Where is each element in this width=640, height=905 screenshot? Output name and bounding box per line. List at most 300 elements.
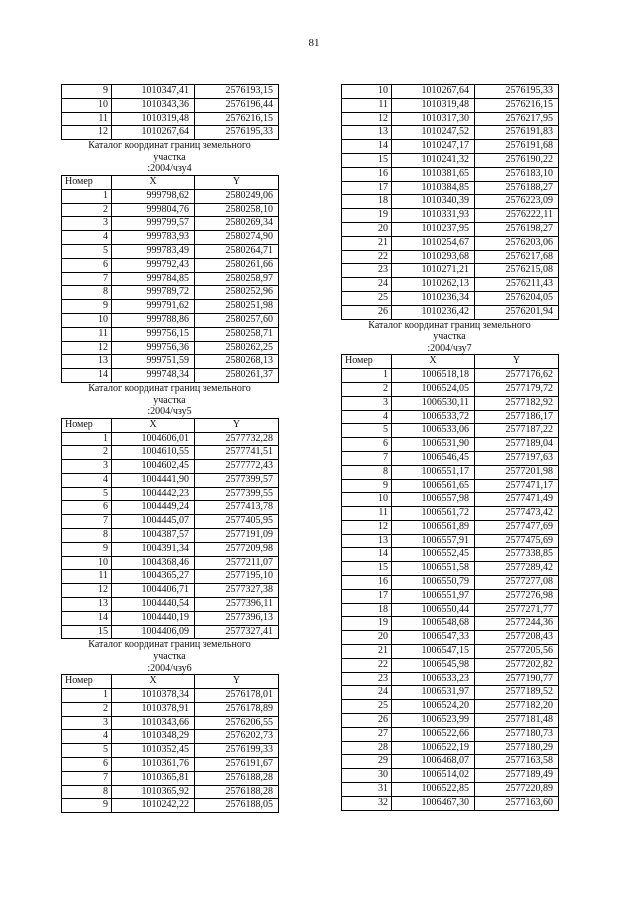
point-number-cell: 17 [342, 181, 392, 195]
y-coordinate-cell: 2577405,95 [195, 515, 279, 529]
table-row [62, 584, 279, 598]
x-coordinate-cell: 1010247,17 [392, 140, 475, 154]
table-row [62, 327, 279, 341]
point-number-cell: 24 [342, 278, 392, 292]
y-coordinate-cell: 2577396,11 [195, 598, 279, 612]
y-coordinate-cell: 2580262,25 [195, 341, 279, 355]
table-row [62, 785, 279, 799]
y-coordinate-cell: 2576206,55 [195, 716, 279, 730]
x-coordinate-cell: 1006524,20 [392, 700, 475, 714]
y-coordinate-cell: 2577201,98 [475, 465, 559, 479]
x-coordinate-cell: 1006531,90 [392, 438, 475, 452]
y-coordinate-cell: 2580249,06 [195, 189, 279, 203]
table-row [62, 432, 279, 446]
table-row [62, 529, 279, 543]
y-coordinate-cell: 2576193,15 [195, 85, 279, 99]
table-row [342, 305, 559, 319]
catalog-caption-line: :2004/чзу4 [147, 163, 192, 175]
y-coordinate-cell: 2577191,09 [195, 529, 279, 543]
y-coordinate-cell: 2577180,29 [475, 741, 559, 755]
x-coordinate-cell: 1010365,81 [112, 771, 195, 785]
point-number-cell: 7 [62, 771, 112, 785]
x-coordinate-cell: 1010262,13 [392, 278, 475, 292]
y-coordinate-cell: 2577189,49 [475, 769, 559, 783]
table-row [62, 771, 279, 785]
y-coordinate-cell: 2577202,82 [475, 658, 559, 672]
y-coordinate-cell: 2577471,17 [475, 479, 559, 493]
y-coordinate-cell: 2577327,41 [195, 625, 279, 639]
point-number-cell: 15 [62, 625, 112, 639]
point-number-cell: 13 [62, 598, 112, 612]
table-row [62, 716, 279, 730]
x-coordinate-cell: 1010331,93 [392, 209, 475, 223]
table-row [342, 645, 559, 659]
x-coordinate-cell: 1004368,46 [112, 556, 195, 570]
y-coordinate-cell: 2577475,69 [475, 534, 559, 548]
x-coordinate-cell: 1010343,66 [112, 716, 195, 730]
table-row [342, 126, 559, 140]
y-coordinate-cell: 2577179,72 [475, 382, 559, 396]
table-row [62, 126, 279, 140]
x-coordinate-cell: 999792,43 [112, 258, 195, 272]
table-row [62, 598, 279, 612]
y-coordinate-cell: 2580261,37 [195, 369, 279, 383]
point-number-cell: 8 [342, 465, 392, 479]
point-number-cell: 11 [62, 327, 112, 341]
x-coordinate-cell: 999784,85 [112, 272, 195, 286]
coordinates-table [61, 175, 279, 383]
y-coordinate-cell: 2576203,06 [475, 236, 559, 250]
table-row [342, 562, 559, 576]
point-number-cell: 18 [342, 603, 392, 617]
table-row [342, 769, 559, 783]
coordinates-table [61, 84, 279, 140]
coordinates-table [61, 418, 279, 640]
y-coordinate-cell: 2576198,27 [475, 222, 559, 236]
table-row [342, 534, 559, 548]
point-number-cell: 13 [62, 355, 112, 369]
x-coordinate-cell: 1004365,27 [112, 570, 195, 584]
point-number-cell: 2 [342, 382, 392, 396]
x-coordinate-cell: 1004449,24 [112, 501, 195, 515]
y-coordinate-cell: 2576188,28 [195, 785, 279, 799]
table-row [62, 98, 279, 112]
x-coordinate-cell: 1006545,98 [392, 658, 475, 672]
x-coordinate-cell: 1006467,30 [392, 796, 475, 810]
point-number-cell: 14 [342, 140, 392, 154]
catalog-caption [61, 383, 278, 418]
x-coordinate-cell: 1006561,72 [392, 507, 475, 521]
y-coordinate-cell: 2577197,63 [475, 451, 559, 465]
table-row [342, 153, 559, 167]
y-coordinate-cell: 2576201,94 [475, 305, 559, 319]
x-coordinate-cell: 1004442,23 [112, 487, 195, 501]
x-coordinate-cell: 1004602,45 [112, 460, 195, 474]
table-row [62, 702, 279, 716]
x-coordinate-cell: 1006552,45 [392, 548, 475, 562]
table-row [342, 291, 559, 305]
x-coordinate-cell: 1006533,06 [392, 424, 475, 438]
y-coordinate-cell: 2576188,05 [195, 799, 279, 813]
point-number-cell: 14 [342, 548, 392, 562]
point-number-cell: 11 [62, 112, 112, 126]
y-coordinate-cell: 2577327,38 [195, 584, 279, 598]
y-coordinate-cell: 2580258,71 [195, 327, 279, 341]
point-number-cell: 28 [342, 741, 392, 755]
x-coordinate-cell: 1010381,65 [392, 167, 475, 181]
y-coordinate-cell: 2577187,22 [475, 424, 559, 438]
table-row [62, 570, 279, 584]
point-number-cell: 6 [62, 758, 112, 772]
point-number-cell: 9 [62, 799, 112, 813]
table-row [342, 617, 559, 631]
x-coordinate-cell: 1006546,45 [392, 451, 475, 465]
table-row [342, 209, 559, 223]
header-number: Номер [62, 175, 112, 189]
table-row [342, 424, 559, 438]
y-coordinate-cell: 2577209,98 [195, 542, 279, 556]
header-x: X [392, 355, 475, 369]
y-coordinate-cell: 2577163,60 [475, 796, 559, 810]
table-row [62, 286, 279, 300]
point-number-cell: 10 [62, 98, 112, 112]
point-number-cell: 9 [62, 85, 112, 99]
x-coordinate-cell: 1006550,44 [392, 603, 475, 617]
table-row [342, 796, 559, 810]
point-number-cell: 4 [62, 730, 112, 744]
point-number-cell: 8 [62, 785, 112, 799]
x-coordinate-cell: 1010361,76 [112, 758, 195, 772]
x-coordinate-cell: 999783,93 [112, 231, 195, 245]
x-coordinate-cell: 1010267,64 [392, 85, 475, 99]
table-row [342, 264, 559, 278]
y-coordinate-cell: 2577190,77 [475, 672, 559, 686]
y-coordinate-cell: 2577182,92 [475, 396, 559, 410]
x-coordinate-cell: 1006522,19 [392, 741, 475, 755]
point-number-cell: 8 [62, 286, 112, 300]
y-coordinate-cell: 2580251,98 [195, 300, 279, 314]
x-coordinate-cell: 1010242,22 [112, 799, 195, 813]
x-coordinate-cell: 1006530,11 [392, 396, 475, 410]
table-row [342, 85, 559, 99]
table-header-row [62, 418, 279, 432]
y-coordinate-cell: 2580257,60 [195, 313, 279, 327]
table-row [62, 300, 279, 314]
x-coordinate-cell: 1006531,97 [392, 686, 475, 700]
y-coordinate-cell: 2576202,73 [195, 730, 279, 744]
x-coordinate-cell: 1006561,89 [392, 520, 475, 534]
point-number-cell: 12 [62, 126, 112, 140]
y-coordinate-cell: 2577276,98 [475, 589, 559, 603]
x-coordinate-cell: 1006514,02 [392, 769, 475, 783]
table-row [342, 603, 559, 617]
point-number-cell: 9 [62, 542, 112, 556]
point-number-cell: 16 [342, 576, 392, 590]
header-number: Номер [62, 675, 112, 689]
table-row [342, 451, 559, 465]
point-number-cell: 1 [62, 432, 112, 446]
point-number-cell: 7 [342, 451, 392, 465]
x-coordinate-cell: 1010267,64 [112, 126, 195, 140]
x-coordinate-cell: 1006547,15 [392, 645, 475, 659]
y-coordinate-cell: 2576216,15 [195, 112, 279, 126]
y-coordinate-cell: 2576199,33 [195, 744, 279, 758]
y-coordinate-cell: 2577195,10 [195, 570, 279, 584]
y-coordinate-cell: 2580258,97 [195, 272, 279, 286]
header-number: Номер [62, 418, 112, 432]
x-coordinate-cell: 1010241,32 [392, 153, 475, 167]
y-coordinate-cell: 2576204,05 [475, 291, 559, 305]
x-coordinate-cell: 1006522,66 [392, 727, 475, 741]
table-row [342, 195, 559, 209]
table-row [342, 382, 559, 396]
y-coordinate-cell: 2577182,20 [475, 700, 559, 714]
point-number-cell: 27 [342, 727, 392, 741]
x-coordinate-cell: 1010254,67 [392, 236, 475, 250]
y-coordinate-cell: 2576217,95 [475, 112, 559, 126]
point-number-cell: 13 [342, 534, 392, 548]
y-coordinate-cell: 2577176,62 [475, 369, 559, 383]
x-coordinate-cell: 1004387,57 [112, 529, 195, 543]
table-row [342, 479, 559, 493]
x-coordinate-cell: 1006550,79 [392, 576, 475, 590]
table-row [342, 438, 559, 452]
x-coordinate-cell: 1004406,09 [112, 625, 195, 639]
table-row [342, 181, 559, 195]
x-coordinate-cell: 1006557,91 [392, 534, 475, 548]
table-row [62, 85, 279, 99]
table-row [62, 112, 279, 126]
table-row [342, 714, 559, 728]
table-row [342, 396, 559, 410]
y-coordinate-cell: 2577205,56 [475, 645, 559, 659]
table-row [342, 465, 559, 479]
table-row [342, 167, 559, 181]
x-coordinate-cell: 1010340,39 [392, 195, 475, 209]
table-row [342, 589, 559, 603]
table-row [62, 313, 279, 327]
catalog-caption-line: участка [153, 151, 186, 163]
x-coordinate-cell: 1010293,68 [392, 250, 475, 264]
y-coordinate-cell: 2576178,89 [195, 702, 279, 716]
point-number-cell: 17 [342, 589, 392, 603]
x-coordinate-cell: 1010348,29 [112, 730, 195, 744]
table-row [342, 520, 559, 534]
coordinates-table [341, 84, 559, 320]
table-row [62, 217, 279, 231]
header-number: Номер [342, 355, 392, 369]
x-coordinate-cell: 999804,76 [112, 203, 195, 217]
y-coordinate-cell: 2576183,10 [475, 167, 559, 181]
table-header-row [342, 355, 559, 369]
point-number-cell: 13 [342, 126, 392, 140]
y-coordinate-cell: 2577399,55 [195, 487, 279, 501]
point-number-cell: 5 [62, 487, 112, 501]
point-number-cell: 1 [342, 369, 392, 383]
table-row [342, 140, 559, 154]
y-coordinate-cell: 2576217,68 [475, 250, 559, 264]
x-coordinate-cell: 1010352,45 [112, 744, 195, 758]
x-coordinate-cell: 999789,72 [112, 286, 195, 300]
point-number-cell: 14 [62, 611, 112, 625]
y-coordinate-cell: 2577220,89 [475, 783, 559, 797]
table-row [342, 369, 559, 383]
y-coordinate-cell: 2580269,34 [195, 217, 279, 231]
x-coordinate-cell: 1010378,91 [112, 702, 195, 716]
y-coordinate-cell: 2576191,83 [475, 126, 559, 140]
table-row [342, 741, 559, 755]
point-number-cell: 22 [342, 250, 392, 264]
point-number-cell: 9 [342, 479, 392, 493]
x-coordinate-cell: 999756,36 [112, 341, 195, 355]
left-column [61, 84, 278, 813]
header-y: Y [475, 355, 559, 369]
header-y: Y [195, 675, 279, 689]
table-row [62, 369, 279, 383]
table-row [342, 493, 559, 507]
point-number-cell: 2 [62, 702, 112, 716]
x-coordinate-cell: 1010237,95 [392, 222, 475, 236]
y-coordinate-cell: 2577181,48 [475, 714, 559, 728]
point-number-cell: 23 [342, 672, 392, 686]
table-row [342, 507, 559, 521]
y-coordinate-cell: 2580268,13 [195, 355, 279, 369]
point-number-cell: 20 [342, 631, 392, 645]
y-coordinate-cell: 2576188,28 [195, 771, 279, 785]
table-row [62, 515, 279, 529]
table-row [62, 744, 279, 758]
table-row [342, 410, 559, 424]
table-row [62, 231, 279, 245]
x-coordinate-cell: 1010317,30 [392, 112, 475, 126]
x-coordinate-cell: 999799,57 [112, 217, 195, 231]
y-coordinate-cell: 2576188,27 [475, 181, 559, 195]
table-row [342, 548, 559, 562]
x-coordinate-cell: 1006551,17 [392, 465, 475, 479]
x-coordinate-cell: 1006548,68 [392, 617, 475, 631]
y-coordinate-cell: 2577163,58 [475, 755, 559, 769]
y-coordinate-cell: 2577396,13 [195, 611, 279, 625]
table-row [62, 487, 279, 501]
x-coordinate-cell: 999748,34 [112, 369, 195, 383]
x-coordinate-cell: 1010343,36 [112, 98, 195, 112]
table-row [62, 542, 279, 556]
catalog-caption-line: участка [433, 331, 466, 343]
header-x: X [112, 418, 195, 432]
table-row [62, 446, 279, 460]
table-row [342, 250, 559, 264]
point-number-cell: 3 [342, 396, 392, 410]
table-row [342, 686, 559, 700]
catalog-caption [341, 320, 558, 355]
point-number-cell: 1 [62, 189, 112, 203]
y-coordinate-cell: 2577399,57 [195, 473, 279, 487]
x-coordinate-cell: 1010236,42 [392, 305, 475, 319]
table-row [342, 112, 559, 126]
y-coordinate-cell: 2576222,11 [475, 209, 559, 223]
x-coordinate-cell: 999751,59 [112, 355, 195, 369]
table-row [342, 222, 559, 236]
table-row [62, 611, 279, 625]
point-number-cell: 16 [342, 167, 392, 181]
x-coordinate-cell: 1006468,07 [392, 755, 475, 769]
point-number-cell: 3 [62, 460, 112, 474]
catalog-caption-line: Каталог координат границ земельного [88, 140, 251, 152]
table-row [342, 727, 559, 741]
point-number-cell: 22 [342, 658, 392, 672]
point-number-cell: 5 [62, 744, 112, 758]
point-number-cell: 11 [62, 570, 112, 584]
x-coordinate-cell: 999791,62 [112, 300, 195, 314]
table-header-row [62, 175, 279, 189]
table-row [62, 272, 279, 286]
y-coordinate-cell: 2577741,51 [195, 446, 279, 460]
y-coordinate-cell: 2577471,49 [475, 493, 559, 507]
x-coordinate-cell: 1006551,58 [392, 562, 475, 576]
x-coordinate-cell: 1006551,97 [392, 589, 475, 603]
x-coordinate-cell: 1006547,33 [392, 631, 475, 645]
table-row [342, 783, 559, 797]
table-row [342, 278, 559, 292]
catalog-caption [61, 639, 278, 674]
page-number: 81 [308, 37, 320, 49]
y-coordinate-cell: 2577189,04 [475, 438, 559, 452]
x-coordinate-cell: 1004610,55 [112, 446, 195, 460]
header-y: Y [195, 175, 279, 189]
point-number-cell: 20 [342, 222, 392, 236]
point-number-cell: 3 [62, 217, 112, 231]
y-coordinate-cell: 2577211,07 [195, 556, 279, 570]
point-number-cell: 12 [342, 520, 392, 534]
y-coordinate-cell: 2577244,36 [475, 617, 559, 631]
point-number-cell: 5 [342, 424, 392, 438]
table-row [342, 631, 559, 645]
point-number-cell: 25 [342, 700, 392, 714]
point-number-cell: 2 [62, 446, 112, 460]
coordinates-table [61, 674, 279, 813]
x-coordinate-cell: 999783,49 [112, 244, 195, 258]
point-number-cell: 2 [62, 203, 112, 217]
table-row [62, 258, 279, 272]
x-coordinate-cell: 1010378,34 [112, 689, 195, 703]
x-coordinate-cell: 1006533,23 [392, 672, 475, 686]
point-number-cell: 1 [62, 689, 112, 703]
x-coordinate-cell: 1004391,34 [112, 542, 195, 556]
point-number-cell: 11 [342, 507, 392, 521]
x-coordinate-cell: 1006523,99 [392, 714, 475, 728]
catalog-caption-line: Каталог координат границ земельного [88, 382, 251, 394]
point-number-cell: 4 [62, 473, 112, 487]
point-number-cell: 10 [62, 313, 112, 327]
y-coordinate-cell: 2576196,44 [195, 98, 279, 112]
y-coordinate-cell: 2580274,90 [195, 231, 279, 245]
point-number-cell: 29 [342, 755, 392, 769]
point-number-cell: 4 [342, 410, 392, 424]
point-number-cell: 7 [62, 515, 112, 529]
point-number-cell: 19 [342, 209, 392, 223]
point-number-cell: 6 [62, 258, 112, 272]
x-coordinate-cell: 1010319,48 [112, 112, 195, 126]
point-number-cell: 5 [62, 244, 112, 258]
y-coordinate-cell: 2577189,52 [475, 686, 559, 700]
catalog-caption-line: участка [153, 651, 186, 663]
y-coordinate-cell: 2577208,43 [475, 631, 559, 645]
point-number-cell: 7 [62, 272, 112, 286]
point-number-cell: 9 [62, 300, 112, 314]
x-coordinate-cell: 1006522,85 [392, 783, 475, 797]
y-coordinate-cell: 2577413,78 [195, 501, 279, 515]
point-number-cell: 10 [342, 493, 392, 507]
